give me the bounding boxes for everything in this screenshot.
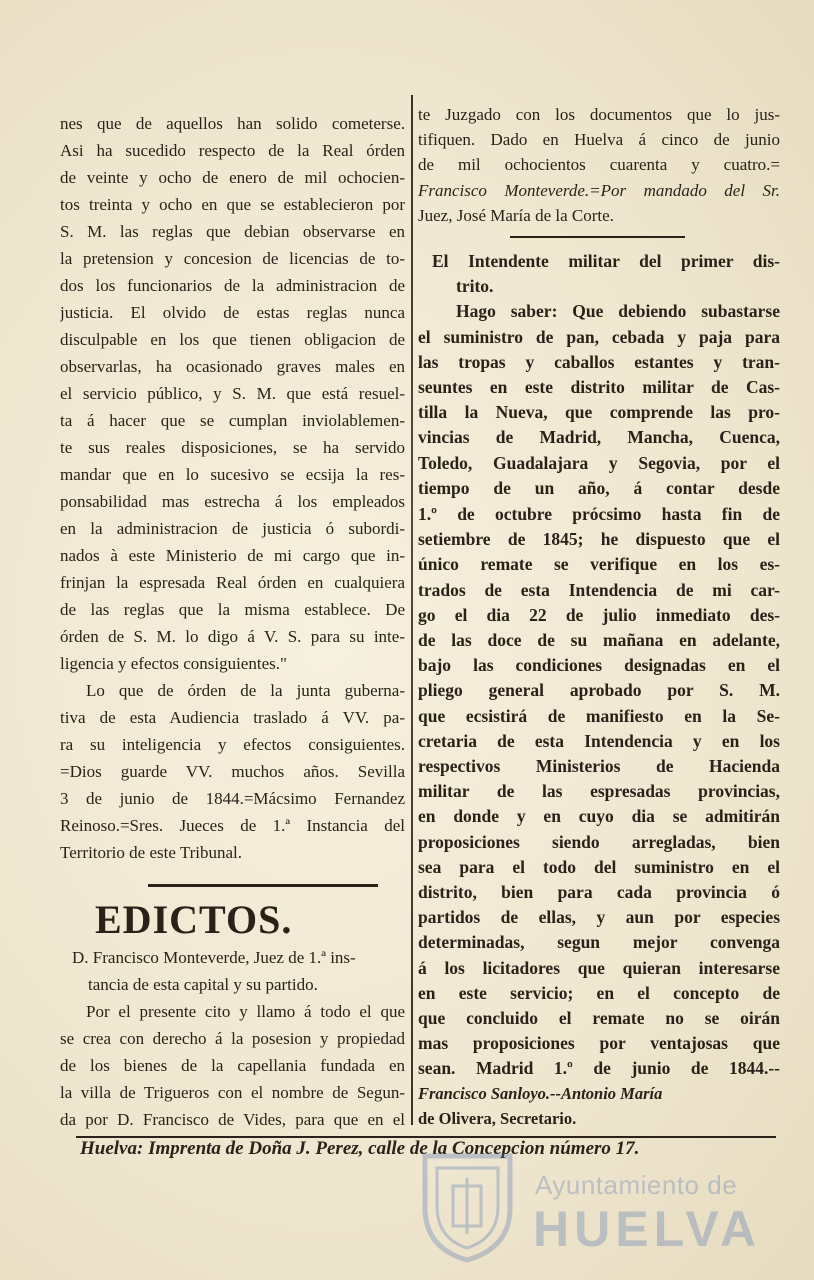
text-line: bajo las condiciones designadas en el (418, 655, 780, 675)
text-line: setiembre de 1845; he dispuesto que el (418, 529, 780, 549)
text-line: Francisco Monteverde.=Por mandado del Sr. (418, 181, 780, 200)
text-line: en este servicio; en el concepto de (418, 983, 780, 1003)
archive-watermark (415, 1148, 775, 1268)
text-line: Juez, José María de la Corte. (418, 206, 614, 225)
text-line: 3 de junio de 1844.=Mácsimo Fernandez (60, 789, 405, 808)
text-line: Asi ha sucedido respecto de la Real órden (60, 141, 405, 160)
text-line: justicia. El olvido de estas reglas nunca (60, 303, 405, 322)
text-line: tiva de esta Audiencia traslado á VV. pa- (60, 708, 405, 727)
text-line: observarlas, ha ocasionado graves males en (60, 357, 405, 376)
text-line: mas proposiciones por ventajosas que (418, 1033, 780, 1053)
signature-line: Francisco Sanloyo.--Antonio María (418, 1084, 663, 1103)
watermark-main-text: HUELVA (533, 1201, 762, 1257)
text-line: el servicio público, y S. M. que está resuel- (60, 384, 405, 403)
text-line: Hago saber: Que debiendo subastarse (456, 301, 780, 321)
text-line: partidos de ellas, y aun por especies (418, 907, 780, 927)
text-line: la pretension y concesion de licencias de to- (60, 249, 405, 268)
text-line: cretaria de esta Intendencia y en los (418, 731, 780, 751)
column-divider (411, 95, 413, 1125)
text-line: respectivos Ministerios de Hacienda (418, 756, 780, 776)
city-seal-icon (415, 1148, 520, 1263)
text-line: da por D. Francisco de Vides, para que en el (60, 1110, 405, 1129)
text-line: ta á hacer que se cumplan inviolablemen- (60, 411, 405, 430)
text-line: militar de las espresadas provincias, (418, 781, 780, 801)
text-line: determinadas, segun mejor convenga (418, 932, 780, 952)
text-line: trados de esta Intendencia de mi car- (418, 580, 780, 600)
text-line: á los licitadores que quieran interesarse (418, 958, 780, 978)
text-line: tilla la Nueva, que comprende las pro- (418, 402, 780, 422)
text-line: tifiquen. Dado en Huelva á cinco de junio (418, 130, 780, 149)
text-line: la villa de Trigueros con el nombre de Segun- (60, 1083, 405, 1102)
text-line: go el dia 22 de julio inmediato des- (418, 605, 780, 625)
notice-heading: El Intendente militar del primer dis- (432, 251, 780, 271)
text-line: de los bienes de la capellania fundada en (60, 1056, 405, 1075)
text-line: te Juzgado con los documentos que lo jus- (418, 105, 780, 124)
section-rule (148, 884, 378, 887)
text-line: que concluido el remate no se oirán (418, 1008, 780, 1028)
signature-line: de Olivera, Secretario. (418, 1109, 577, 1128)
text-line: dos los funcionarios de la administracion de (60, 276, 405, 295)
notice-heading: trito. (456, 276, 494, 296)
text-line: Lo que de órden de la junta guberna- (86, 681, 405, 700)
text-line: Reinoso.=Sres. Jueces de 1.ª Instancia del (60, 816, 405, 835)
text-line: distrito, bien para cada provincia ó (418, 882, 780, 902)
text-line: nados à este Ministerio de mi cargo que in- (60, 546, 405, 565)
text-line: vincias de Madrid, Mancha, Cuenca, (418, 427, 780, 447)
text-line: que ecsistirá de manifiesto en la Se- (418, 706, 780, 726)
text-line: único remate se verifique en los es- (418, 554, 780, 574)
text-line: de las reglas que la misma establece. De (60, 600, 405, 619)
text-line: tiempo de un año, á contar desde (418, 478, 780, 498)
text-line: 1.º de octubre prócsimo hasta fin de (418, 504, 780, 524)
edict-header: tancia de esta capital y su partido. (88, 975, 318, 994)
text-line: el suministro de pan, cebada y paja para (418, 327, 780, 347)
text-line: Territorio de este Tribunal. (60, 843, 243, 862)
text-line: mandar que en lo sucesivo se ecsija la res- (60, 465, 405, 484)
text-line: las tropas y caballos estantes y tran- (418, 352, 780, 372)
text-line: disculpable en los que tienen obligacion de (60, 330, 405, 349)
edictos-title: EDICTOS. (95, 897, 293, 942)
text-line: de veinte y ocho de enero de mil ochocien- (60, 168, 405, 187)
section-rule (510, 236, 685, 238)
text-line: S. M. las reglas que debian observarse en (60, 222, 405, 241)
text-line: sea para el todo del suministro en el (418, 857, 780, 877)
text-line: pliego general aprobado por S. M. (418, 680, 780, 700)
text-line: proposiciones siendo arregladas, bien (418, 832, 780, 852)
text-line: sean. Madrid 1.º de junio de 1844.-- (418, 1058, 780, 1078)
text-line: de mil ochocientos cuarenta y cuatro.= (418, 155, 780, 174)
text-line: Por el presente cito y llamo á todo el que (86, 1002, 405, 1021)
text-line: Toledo, Guadalajara y Segovia, por el (418, 453, 780, 473)
text-line: =Dios guarde VV. muchos años. Sevilla (60, 762, 405, 781)
text-line: se crea con derecho á la posesion y propiedad (60, 1029, 405, 1048)
printer-imprint: Huelva: Imprenta de Doña J. Perez, calle de la Concepcion número 17. (80, 1138, 640, 1159)
text-line: ligencia y efectos consiguientes." (60, 654, 287, 673)
text-line: ra su inteligencia y efectos consiguientes. (60, 735, 405, 754)
edict-header: D. Francisco Monteverde, Juez de 1.ª ins- (72, 948, 356, 967)
text-line: frinjan la espresada Real órden en cualquiera (60, 573, 405, 592)
watermark-top-text: Ayuntamiento de (535, 1170, 738, 1200)
text-line: nes que de aquellos han solido cometerse. (60, 114, 405, 133)
text-line: en la administracion de justicia ó subordi- (60, 519, 405, 538)
text-line: tos treinta y ocho en que se establecieron por (60, 195, 405, 214)
text-line: órden de S. M. lo digo á V. S. para su inte- (60, 627, 405, 646)
text-line: de las doce de su mañana en adelante, (418, 630, 780, 650)
text-line: ponsabilidad mas estrecha á los empleados (60, 492, 405, 511)
text-line: te sus reales disposiciones, se ha servido (60, 438, 405, 457)
text-line: seuntes en este distrito militar de Cas- (418, 377, 780, 397)
text-line: en donde y en cuyo dia se admitirán (418, 806, 780, 826)
